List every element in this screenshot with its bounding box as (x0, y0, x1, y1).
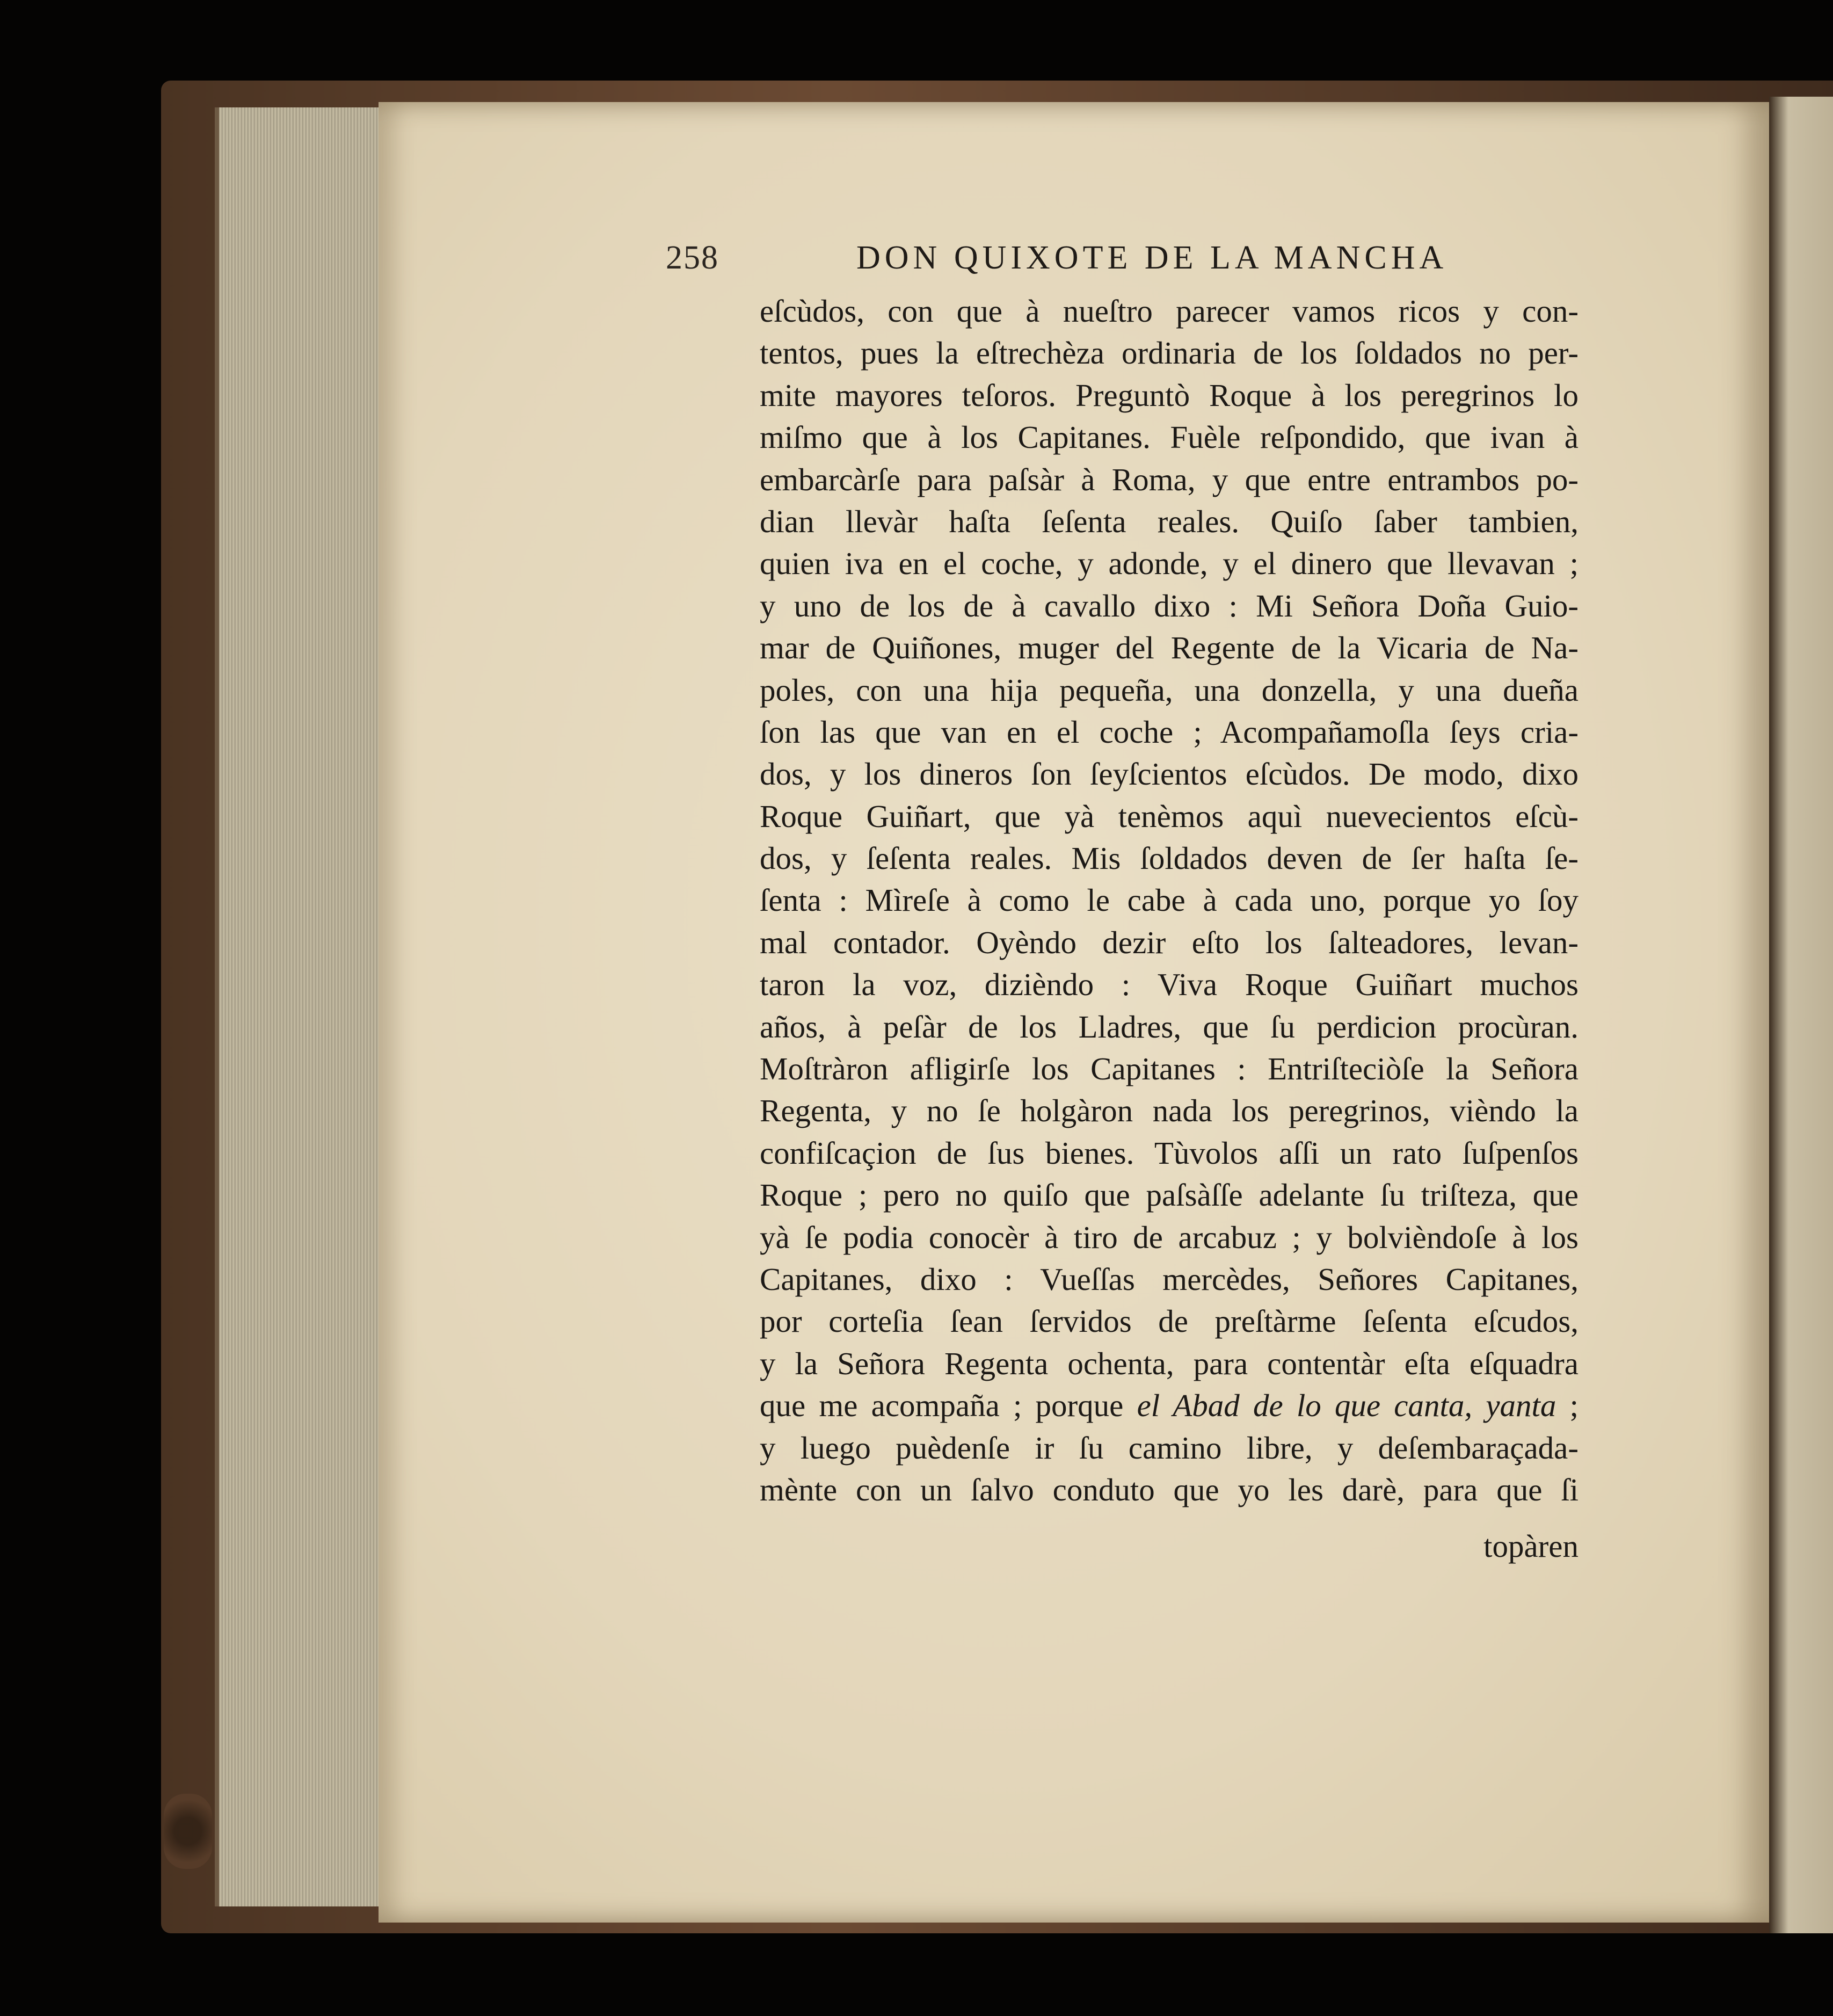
running-title: DON QUIXOTE DE LA MANCHA (856, 240, 1448, 276)
spine-wear (164, 1794, 212, 1869)
page-edges (215, 107, 391, 1906)
text-line: taron la voz, dizièndo : Viva Roque Guiñart muchos (760, 967, 1579, 1003)
text-line: mar de Quiñones, muger del Regente de la Vicaria de Na- (760, 630, 1579, 666)
text-line: y la Señora Regenta ochenta, para contentàr eſta eſquadra (760, 1345, 1579, 1381)
text-line: tentos, pues la eſtrechèza ordinaria de los ſoldados no per- (760, 335, 1579, 371)
text-line: dos, y los dineros ſon ſeyſcientos eſcùdos. De modo, dixo (760, 756, 1579, 792)
text-line: ſon las que van en el coche ; Acompañamoſla ſeys cria- (760, 714, 1579, 750)
text-segment: ; (1556, 1388, 1579, 1424)
text-line: mènte con un ſalvo conduto que yo les darè, para que ſi (760, 1471, 1579, 1507)
text-line: años, à peſàr de los Lladres, que ſu perdicion procùran. (760, 1009, 1579, 1045)
page-header (666, 239, 1487, 282)
text-line: Roque Guiñart, que yà tenèmos aquì nuevecientos eſcù- (760, 798, 1579, 834)
text-line: poles, con una hija pequeña, una donzella, y una dueña (760, 672, 1579, 708)
body-text (760, 290, 1579, 1511)
text-line: Moſtràron afligirſe los Capitanes : Entriſteciòſe la Señora (760, 1051, 1579, 1087)
text-line: eſcùdos, con que à nueſtro parecer vamos ricos y con- (760, 293, 1579, 329)
text-line: mite mayores teſoros. Preguntò Roque à los peregrinos lo (760, 377, 1579, 413)
text-line-with-italic (760, 1384, 1579, 1426)
catchword: topàren (1483, 1528, 1579, 1564)
italic-proverb: el Abad de lo que canta, yanta (1137, 1388, 1556, 1424)
text-line: y uno de los de à cavallo dixo : Mi Señora Doña Guio- (760, 588, 1579, 623)
page-number: 258 (666, 240, 719, 276)
text-line: por corteſia ſean ſervidos de preſtàrme ſeſenta eſcudos, (760, 1303, 1579, 1339)
text-line: confiſcaçion de ſus bienes. Tùvolos aſſi un rato ſuſpenſos (760, 1135, 1579, 1171)
text-line: embarcàrſe para paſsàr à Roma, y que entre entrambos po- (760, 461, 1579, 497)
text-line: dos, y ſeſenta reales. Mis ſoldados deven de ſer haſta ſe- (760, 840, 1579, 876)
facing-page-edge (1769, 97, 1833, 1933)
text-line: quien iva en el coche, y adonde, y el dinero que llevavan ; (760, 546, 1579, 582)
text-line: Roque ; pero no quiſo que paſsàſſe adelante ſu triſteza, que (760, 1177, 1579, 1213)
text-line: yà ſe podia conocèr à tiro de arcabuz ; y bolvièndoſe à los (760, 1219, 1579, 1255)
text-line: y luego puèdenſe ir ſu camino libre, y deſembaraçada- (760, 1430, 1579, 1466)
text-line: dian llevàr haſta ſeſenta reales. Quiſo ſaber tambien, (760, 503, 1579, 539)
text-line: Regenta, y no ſe holgàron nada los peregrinos, vièndo la (760, 1093, 1579, 1129)
text-line: ſenta : Mìreſe à como le cabe à cada uno, porque yo ſoy (760, 882, 1579, 918)
text-segment: que me acompaña ; porque (760, 1388, 1137, 1424)
text-line: miſmo que à los Capitanes. Fuèle reſpondido, que ivan à (760, 419, 1579, 455)
text-line: Capitanes, dixo : Vueſſas mercèdes, Señores Capitanes, (760, 1261, 1579, 1297)
text-line: mal contador. Oyèndo dezir eſto los ſalteadores, levan- (760, 924, 1579, 960)
